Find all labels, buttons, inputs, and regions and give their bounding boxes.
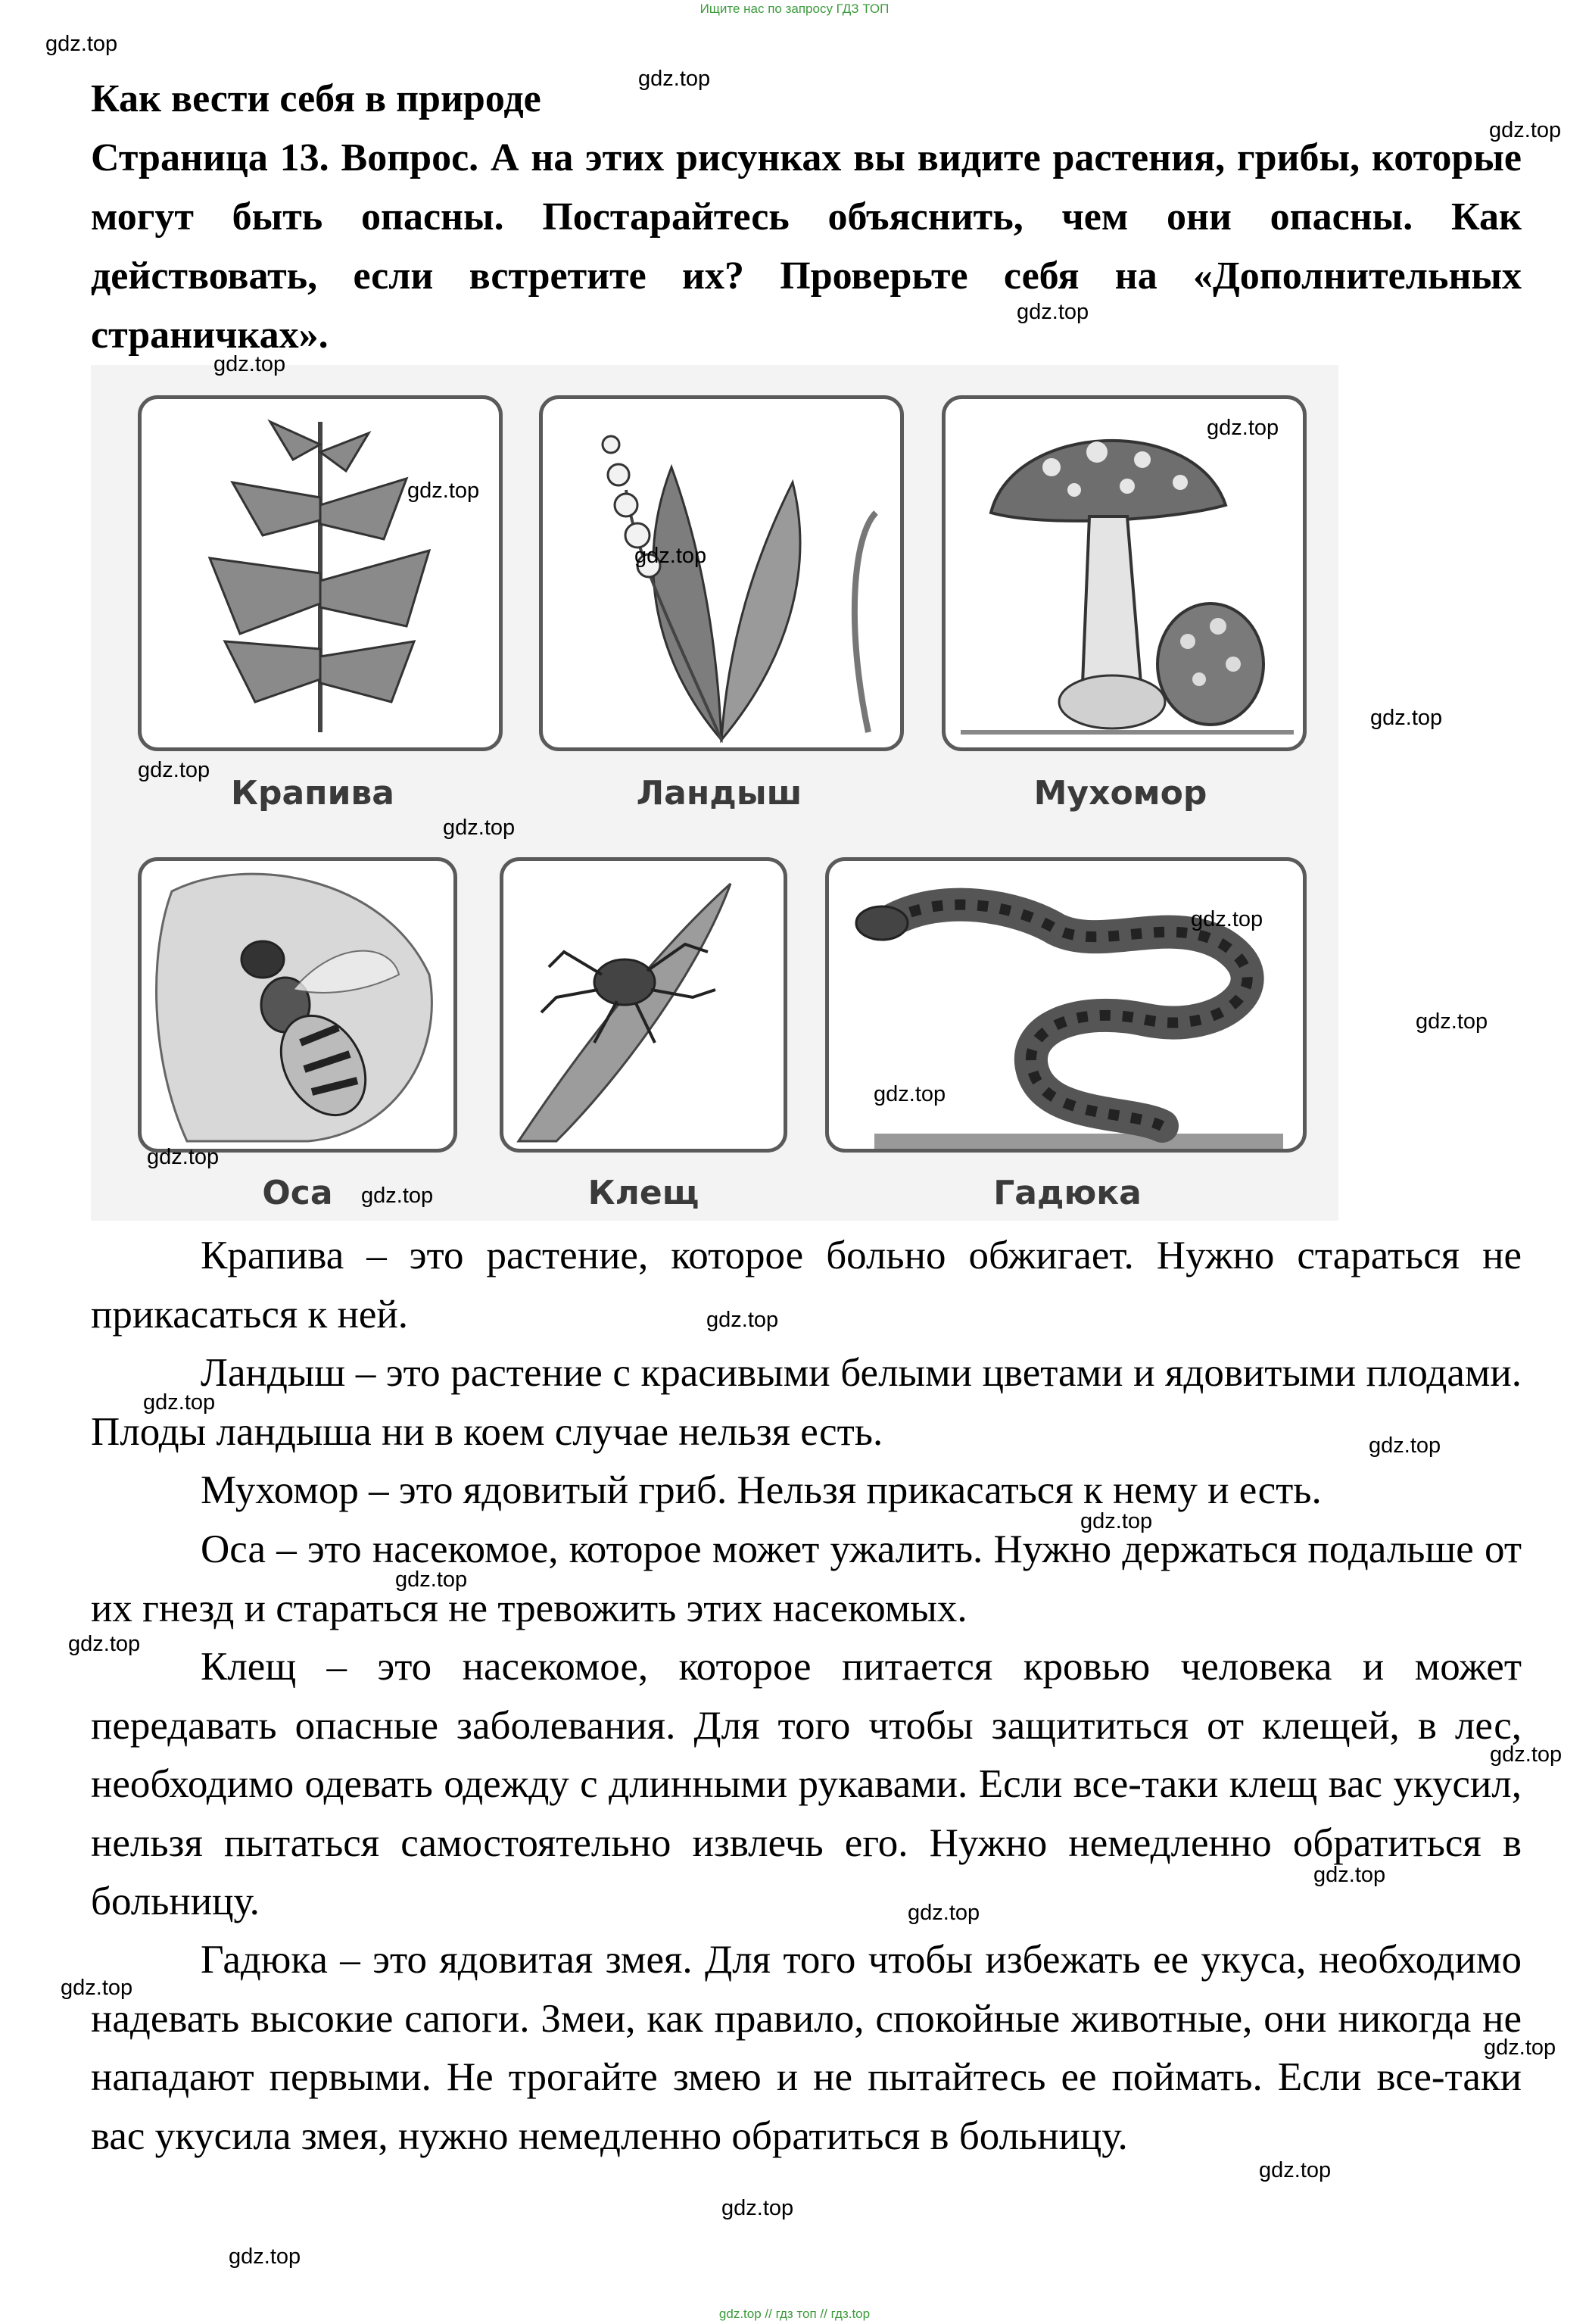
caption-nettle: Крапива (231, 774, 394, 813)
watermark: gdz.top (1484, 2035, 1556, 2060)
watermark: gdz.top (361, 1184, 434, 1208)
watermark: gdz.top (908, 1901, 980, 1925)
watermark: gdz.top (407, 479, 480, 503)
watermark: gdz.top (68, 1632, 141, 1656)
answer-lily: Ландыш – это растение с красивыми белыми цветами и ядовитыми плодами. Плоды ландыша ни в коем случае нельзя есть. (91, 1351, 1522, 1454)
watermark: gdz.top (1313, 1863, 1386, 1887)
card-lily (539, 395, 904, 751)
caption-viper: Гадюка (993, 1174, 1142, 1212)
watermark: gdz.top (229, 2244, 301, 2269)
answer-nettle: Крапива – это растение, которое больно обжигает. Нужно стараться не прикасаться к ней. (91, 1234, 1522, 1337)
footer-links[interactable]: gdz.top // гдз топ // гдз.top (718, 2307, 871, 2321)
watermark: gdz.top (61, 1976, 133, 2000)
watermark: gdz.top (638, 67, 711, 91)
mushroom-illustration (946, 399, 1303, 747)
nettle-illustration (142, 399, 499, 747)
watermark: gdz.top (634, 544, 707, 568)
watermark: gdz.top (706, 1308, 779, 1332)
wasp-illustration (142, 861, 453, 1149)
watermark: gdz.top (1369, 1433, 1441, 1458)
watermark: gdz.top (143, 1390, 216, 1415)
watermark: gdz.top (395, 1568, 468, 1592)
card-tick (500, 857, 787, 1153)
watermark: gdz.top (1489, 118, 1562, 142)
watermark: gdz.top (1259, 2158, 1332, 2182)
card-nettle (138, 395, 503, 751)
watermark: gdz.top (213, 352, 286, 376)
page-title: Как вести себя в природе (91, 77, 541, 120)
watermark: gdz.top (138, 758, 210, 782)
watermark: gdz.top (721, 2196, 794, 2220)
watermark: gdz.top (147, 1145, 220, 1169)
caption-amanita: Мухомор (1033, 774, 1207, 813)
answer-viper: Гадюка – это ядовитая змея. Для того чтобы избежать ее укуса, необходимо надевать высокие сапоги. Змеи, как правило, спокойные животные, они никогда не нападают первыми. Не трогайте змею и не пытайтесь ее поймать. Если все-таки вас укусила змея, нужно немедленно обратиться в больницу. (91, 1938, 1522, 2158)
caption-lily: Ландыш (636, 774, 802, 813)
watermark: gdz.top (1191, 907, 1263, 931)
watermark: gdz.top (1490, 1742, 1563, 1767)
caption-tick: Клещ (587, 1174, 699, 1212)
caption-wasp: Оса (262, 1174, 333, 1212)
tick-illustration (503, 861, 784, 1149)
question-text: Страница 13. Вопрос. А на этих рисунках вы видите растения, грибы, которые могут быть опасны. Постарайтесь объяснить, чем они опасны. Как действовать, если встретите их? Проверьте себя на «Дополнительных страничках». (91, 136, 1522, 357)
watermark: gdz.top (874, 1082, 946, 1106)
card-amanita (942, 395, 1307, 751)
card-viper (825, 857, 1307, 1153)
watermark: gdz.top (1080, 1509, 1153, 1533)
illustration-figure (91, 365, 1338, 1221)
watermark: gdz.top (1370, 706, 1443, 730)
answer-wasp: Оса – это насекомое, которое может ужалить. Нужно держаться подальше от их гнезд и стараться не тревожить этих насекомых. (91, 1527, 1522, 1630)
watermark: gdz.top (45, 32, 118, 56)
answer-tick: Клещ – это насекомое, которое питается кровью человека и может передавать опасные заболевания. Для того чтобы защититься от клещей, в лес, необходимо одевать одежду с длинными рукавами. Если все-таки клещ вас укусил, нельзя пытаться самостоятельно извлечь его. Нужно немедленно обратиться в больницу. (91, 1645, 1522, 1923)
top-banner[interactable]: Ищите нас по запросу ГДЗ ТОП (699, 2, 890, 16)
watermark: gdz.top (443, 816, 516, 840)
watermark: gdz.top (1207, 416, 1279, 440)
watermark: gdz.top (1017, 300, 1089, 324)
card-wasp (138, 857, 457, 1153)
watermark: gdz.top (1416, 1009, 1488, 1034)
lily-illustration (543, 399, 900, 747)
answer-amanita: Мухомор – это ядовитый гриб. Нельзя прикасаться к нему и есть. (201, 1468, 1322, 1512)
